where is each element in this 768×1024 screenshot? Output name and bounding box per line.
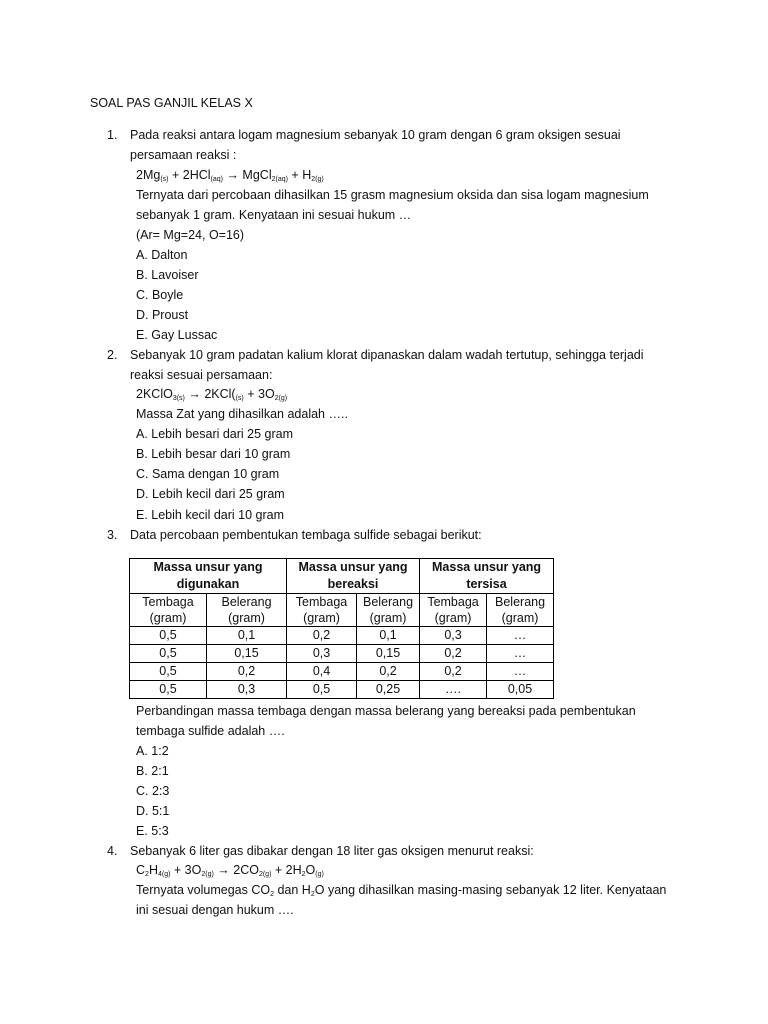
q1-option-b: B. Lavoiser	[136, 268, 199, 282]
q1-option-e: E. Gay Lussac	[136, 328, 218, 342]
table-header-row	[130, 559, 554, 594]
table-cell: 0,3	[420, 627, 487, 645]
table-cell: …	[487, 627, 554, 645]
q4-equation: $C_2H_{4(g)} + 3O_{2(g)} \to 2CO_{2(g)} + 2H_2O_{(g)}$	[136, 863, 324, 878]
table-group-header: Massa unsur yang digunakan	[130, 559, 287, 594]
table-cell: 0,2	[357, 663, 420, 681]
table-cell: 0,2	[420, 663, 487, 681]
q4-number: 4.	[107, 844, 118, 858]
document-title: SOAL PAS GANJIL KELAS X	[90, 96, 253, 110]
table-cell: 0,2	[420, 645, 487, 663]
experiment-data-table	[129, 558, 554, 699]
table-subheader: Tembaga (gram)	[130, 594, 207, 627]
q3-text-3: tembaga sulfide adalah ….	[136, 724, 285, 738]
q2-text-1: Sebanyak 10 gram padatan kalium klorat dipanaskan dalam wadah tertutup, sehingga terjadi	[130, 348, 644, 362]
table-cell: …	[487, 645, 554, 663]
q3-option-b: B. 2:1	[136, 764, 169, 778]
table-subheader: Belerang (gram)	[357, 594, 420, 627]
table-subheader: Belerang (gram)	[207, 594, 287, 627]
q2-equation: 2KClO$_{3(s)}$ → $2KCl(_{(s)} + 3O_{2(g)}$	[136, 387, 288, 402]
q1-text-4: sebanyak 1 gram. Kenyataan ini sesuai hukum …	[136, 208, 412, 222]
q1-equation: $2Mg_{(s)} + 2HCl_{(aq)}$ → MgCl$_{2(aq)}$ + $H_{2(g)}$	[136, 168, 324, 183]
table-cell: 0,1	[207, 627, 287, 645]
q4-text-3: ini sesuai dengan hukum ….	[136, 903, 294, 917]
table-cell: 0,2	[287, 627, 357, 645]
q1-text-1: Pada reaksi antara logam magnesium sebanyak 10 gram dengan 6 gram oksigen sesuai	[130, 128, 621, 142]
q2-number: 2.	[107, 348, 118, 362]
table-subheader: Tembaga (gram)	[420, 594, 487, 627]
q3-option-d: D. 5:1	[136, 804, 170, 818]
table-cell: 0,3	[287, 645, 357, 663]
q2-text-3: Massa Zat yang dihasilkan adalah …..	[136, 407, 348, 421]
table-group-header: Massa unsur yang tersisa	[420, 559, 554, 594]
table-cell: 0,15	[357, 645, 420, 663]
table-subheader: Belerang (gram)	[487, 594, 554, 627]
q1-option-a: A. Dalton	[136, 248, 188, 262]
table-cell: 0,5	[130, 681, 207, 699]
table-cell: 0,5	[130, 663, 207, 681]
q3-option-c: C. 2:3	[136, 784, 170, 798]
q2-option-a: A. Lebih besari dari 25 gram	[136, 427, 294, 441]
table-cell: 0,5	[130, 627, 207, 645]
table-cell: …	[487, 663, 554, 681]
q1-option-d: D. Proust	[136, 308, 189, 322]
table-cell: 0,4	[287, 663, 357, 681]
table-row	[130, 645, 554, 663]
table-row	[130, 627, 554, 645]
table-cell: 0,25	[357, 681, 420, 699]
table-cell: 0,1	[357, 627, 420, 645]
q2-option-e: E. Lebih kecil dari 10 gram	[136, 508, 284, 522]
q3-option-a: A. 1:2	[136, 744, 169, 758]
table-subheader: Tembaga (gram)	[287, 594, 357, 627]
q4-text-2: Ternyata volumegas $CO_2$ dan $H_2O$ yang dihasilkan masing-masing sebanyak 12 liter. Kenyataan	[136, 883, 667, 898]
q1-number: 1.	[107, 128, 118, 142]
table-cell: 0,15	[207, 645, 287, 663]
q1-option-c: C. Boyle	[136, 288, 184, 302]
table-cell: 0,3	[207, 681, 287, 699]
q3-option-e: E. 5:3	[136, 824, 169, 838]
q1-text-5: (Ar= Mg=24, O=16)	[136, 228, 245, 242]
q2-option-c: C. Sama dengan 10 gram	[136, 467, 280, 481]
q2-option-d: D. Lebih kecil dari 25 gram	[136, 487, 285, 501]
table-cell: 0,5	[287, 681, 357, 699]
table-cell: ….	[420, 681, 487, 699]
table-row	[130, 681, 554, 699]
q3-text-1: Data percobaan pembentukan tembaga sulfide sebagai berikut:	[130, 528, 482, 542]
table-cell: 0,5	[130, 645, 207, 663]
q2-text-2: reaksi sesuai persamaan:	[130, 368, 273, 382]
q4-text-1: Sebanyak 6 liter gas dibakar dengan 18 liter gas oksigen menurut reaksi:	[130, 844, 534, 858]
table-row	[130, 663, 554, 681]
q3-number: 3.	[107, 528, 118, 542]
q2-option-b: B. Lebih besar dari 10 gram	[136, 447, 291, 461]
q1-text-3: Ternyata dari percobaan dihasilkan 15 grasm magnesium oksida dan sisa logam magnesium	[136, 188, 649, 202]
q3-text-2: Perbandingan massa tembaga dengan massa belerang yang bereaksi pada pembentukan	[136, 704, 636, 718]
table-subheader-row	[130, 594, 554, 627]
table-group-header: Massa unsur yang bereaksi	[287, 559, 420, 594]
table-cell: 0,05	[487, 681, 554, 699]
table-cell: 0,2	[207, 663, 287, 681]
q1-text-2: persamaan reaksi :	[130, 148, 237, 162]
